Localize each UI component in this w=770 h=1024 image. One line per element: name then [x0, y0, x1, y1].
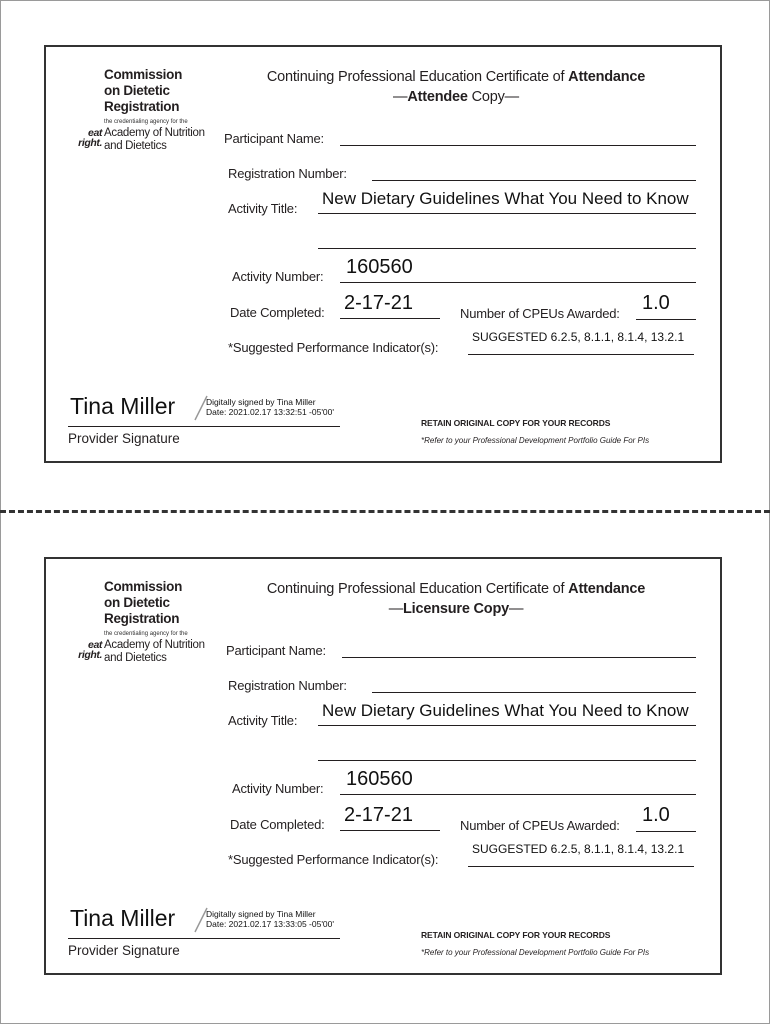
- logo-academy-name: Academy of Nutrition and Dietetics: [104, 127, 205, 152]
- provider-signature-label: Provider Signature: [68, 431, 180, 446]
- activity-title-field[interactable]: [318, 213, 696, 214]
- performance-indicators-value: SUGGESTED 6.2.5, 8.1.1, 8.1.4, 13.2.1: [472, 842, 685, 856]
- participant-name-label: Participant Name:: [224, 131, 324, 146]
- provider-signature-label: Provider Signature: [68, 943, 180, 958]
- provider-signature-name: Tina Miller: [70, 905, 176, 931]
- refer-note: *Refer to your Professional Development Portfolio Guide For PIs: [421, 948, 650, 957]
- performance-indicators-field[interactable]: [468, 866, 694, 867]
- activity-title-field[interactable]: [318, 725, 696, 726]
- date-completed-value: 2-17-21: [344, 292, 413, 314]
- retain-notice: RETAIN ORIGINAL COPY FOR YOUR RECORDS: [421, 418, 611, 428]
- certificate-attendee-copy: [44, 45, 722, 463]
- logo-org-name: Commission on Dietetic Registration: [104, 67, 183, 114]
- cpeus-awarded-label: Number of CPEUs Awarded:: [460, 306, 620, 321]
- activity-title-label: Activity Title:: [228, 201, 298, 216]
- registration-number-label: Registration Number:: [228, 678, 347, 693]
- digital-signature-stamp: Digitally signed by Tina Miller Date: 2021.02.17 13:33:05 -05'00': [206, 909, 335, 929]
- signature-line[interactable]: [68, 426, 340, 427]
- activity-title-value: New Dietary Guidelines What You Need to Know: [322, 189, 689, 208]
- eatright-logo: eat right.: [78, 127, 102, 149]
- certificate-title: Continuing Professional Education Certificate of Attendance —Licensure Copy—: [266, 581, 646, 617]
- performance-indicators-value: SUGGESTED 6.2.5, 8.1.1, 8.1.4, 13.2.1: [472, 330, 685, 344]
- logo-tagline: the credentialing agency for the: [104, 119, 188, 125]
- digital-signature-stamp: Digitally signed by Tina Miller Date: 2021.02.17 13:32:51 -05'00': [206, 397, 335, 417]
- activity-title-field-line2[interactable]: [318, 248, 696, 249]
- participant-name-label: Participant Name:: [226, 643, 326, 658]
- date-completed-label: Date Completed:: [230, 817, 325, 832]
- eatright-logo: eat right.: [78, 639, 102, 661]
- date-completed-label: Date Completed:: [230, 305, 325, 320]
- cpeus-awarded-field[interactable]: [636, 319, 696, 320]
- activity-number-label: Activity Number:: [232, 781, 324, 796]
- registration-number-label: Registration Number:: [228, 166, 347, 181]
- cpeus-awarded-value: 1.0: [642, 292, 670, 314]
- performance-indicators-field[interactable]: [468, 354, 694, 355]
- participant-name-field[interactable]: [340, 145, 696, 146]
- provider-signature-name: Tina Miller: [70, 393, 176, 419]
- certificate-licensure-copy: [44, 557, 722, 975]
- certificate-title: Continuing Professional Education Certificate of Attendance —Attendee Copy—: [266, 69, 646, 105]
- retain-notice: RETAIN ORIGINAL COPY FOR YOUR RECORDS: [421, 930, 611, 940]
- activity-number-field[interactable]: [340, 282, 696, 283]
- cpeus-awarded-field[interactable]: [636, 831, 696, 832]
- activity-title-field-line2[interactable]: [318, 760, 696, 761]
- participant-name-field[interactable]: [342, 657, 696, 658]
- activity-number-value: 160560: [346, 768, 413, 790]
- performance-indicators-label: *Suggested Performance Indicator(s):: [228, 340, 439, 355]
- signature-line[interactable]: [68, 938, 340, 939]
- cdr-logo: [58, 579, 228, 674]
- date-completed-field[interactable]: [340, 318, 440, 319]
- cpeus-awarded-value: 1.0: [642, 804, 670, 826]
- logo-org-name: Commission on Dietetic Registration: [104, 579, 183, 626]
- registration-number-field[interactable]: [372, 180, 696, 181]
- logo-academy-name: Academy of Nutrition and Dietetics: [104, 639, 205, 664]
- cpeus-awarded-label: Number of CPEUs Awarded:: [460, 818, 620, 833]
- activity-title-value: New Dietary Guidelines What You Need to Know: [322, 701, 689, 720]
- date-completed-field[interactable]: [340, 830, 440, 831]
- activity-number-field[interactable]: [340, 794, 696, 795]
- cdr-logo: [58, 67, 228, 162]
- logo-tagline: the credentialing agency for the: [104, 631, 188, 637]
- refer-note: *Refer to your Professional Development Portfolio Guide For PIs: [421, 436, 650, 445]
- date-completed-value: 2-17-21: [344, 804, 413, 826]
- cut-line-divider: [0, 510, 770, 513]
- registration-number-field[interactable]: [372, 692, 696, 693]
- performance-indicators-label: *Suggested Performance Indicator(s):: [228, 852, 439, 867]
- activity-title-label: Activity Title:: [228, 713, 298, 728]
- activity-number-value: 160560: [346, 256, 413, 278]
- activity-number-label: Activity Number:: [232, 269, 324, 284]
